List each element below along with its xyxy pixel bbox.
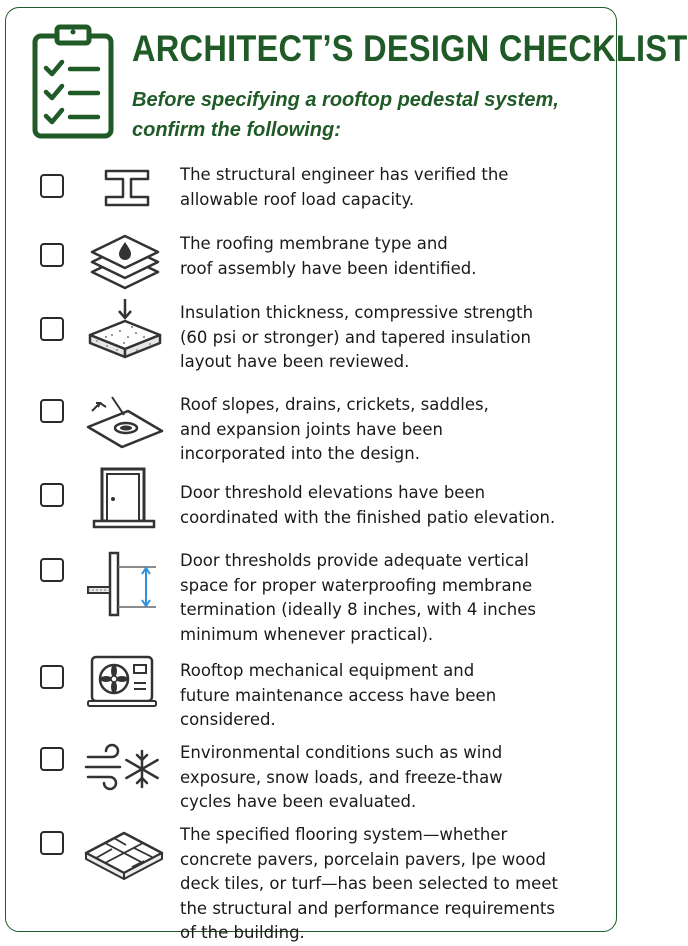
checklist-item-text: The structural engineer has verified the allowable roof load capacity.: [180, 165, 509, 209]
door-icon: [82, 465, 162, 531]
checklist-checkbox[interactable]: [40, 483, 64, 507]
checklist-item-text: Door threshold elevations have been coordinated with the finished patio elevation.: [180, 483, 556, 527]
checklist-checkbox[interactable]: [40, 317, 64, 341]
page-subtitle: Before specifying a rooftop pedestal system, confirm the following:: [132, 89, 559, 141]
insulation-compression-icon: [82, 297, 162, 363]
checklist-checkbox[interactable]: [40, 831, 64, 855]
checklist-item-text: Insulation thickness, compressive strength (60 psi or stronger) and tapered insulation layout have been reviewed.: [180, 303, 534, 371]
paver-flooring-icon: [82, 819, 162, 885]
roofing-membrane-layers-icon: [82, 224, 162, 290]
threshold-section-icon: [82, 549, 162, 615]
structural-i-beam-icon: [82, 163, 162, 229]
mechanical-unit-icon: [82, 651, 162, 717]
checklist-checkbox[interactable]: [40, 243, 64, 267]
roof-drain-slope-icon: [82, 387, 162, 453]
checklist-item-text: The roofing membrane type and roof assembly have been identified.: [180, 234, 477, 278]
wind-snowflake-icon: [82, 735, 162, 801]
checklist-checkbox[interactable]: [40, 558, 64, 582]
checklist-item-text: Door thresholds provide adequate vertical space for proper waterproofing membrane termination (ideally 8 inches, with 4 inches minimum whenever practical).: [180, 551, 536, 644]
checklist-checkbox[interactable]: [40, 747, 64, 771]
clipboard-checklist-icon: [30, 22, 116, 140]
checklist-item-text: Environmental conditions such as wind exposure, snow loads, and freeze-thaw cycles have been evaluated.: [180, 743, 503, 811]
checklist-checkbox[interactable]: [40, 174, 64, 198]
checklist-checkbox[interactable]: [40, 665, 64, 689]
checklist-checkbox[interactable]: [40, 399, 64, 423]
checklist-item-text: Rooftop mechanical equipment and future maintenance access have been considered.: [180, 661, 497, 729]
page-title: ARCHITECT’S DESIGN CHECKLIST: [132, 28, 688, 69]
checklist-item-text: Roof slopes, drains, crickets, saddles, and expansion joints have been incorporated into the design.: [180, 395, 489, 463]
checklist-item-text: The specified flooring system—whether concrete pavers, porcelain pavers, Ipe wood deck tiles, or turf—has been selected to meet the structural and performance requirements of the building.: [180, 825, 558, 942]
